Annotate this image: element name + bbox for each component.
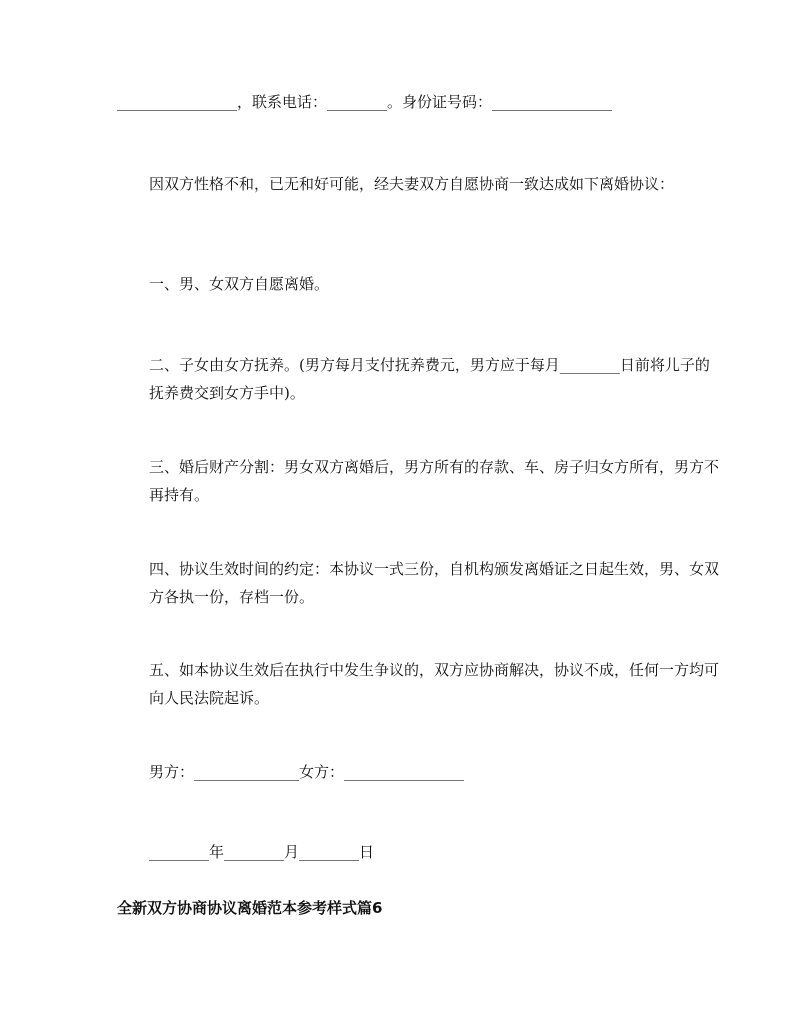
clause-2-paragraph: 二、子女由女方抚养。(男方每月支付抚养费元，男方应于每月________日前将儿子的抚养费交到女方手中)。	[149, 356, 710, 402]
clause-5-paragraph: 五、如本协议生效后在执行中发生争议的，双方应协商解决，协议不成，任何一方均可向人民法院起诉。	[149, 661, 720, 707]
clause-3-paragraph: 三、婚后财产分割：男女双方离婚后，男方所有的存款、车、房子归女方所有，男方不再持有。	[149, 458, 720, 504]
contact-info-line: ________________，联系电话：________。身份证号码：________________	[117, 93, 613, 111]
signature-line: 男方：______________女方：________________	[149, 763, 465, 781]
date-line: ________年________月________日	[149, 843, 375, 861]
preamble-paragraph: 因双方性格不和，已无和好可能，经夫妻双方自愿协商一致达成如下离婚协议：	[149, 175, 675, 193]
clause-1-paragraph: 一、男、女双方自愿离婚。	[149, 275, 330, 293]
section-heading: 全新双方协商协议离婚范本参考样式篇6	[117, 899, 383, 917]
clause-4-paragraph: 四、协议生效时间的约定：本协议一式三份，自机构颁发离婚证之日起生效，男、女双方各执一份，存档一份。	[149, 560, 720, 606]
